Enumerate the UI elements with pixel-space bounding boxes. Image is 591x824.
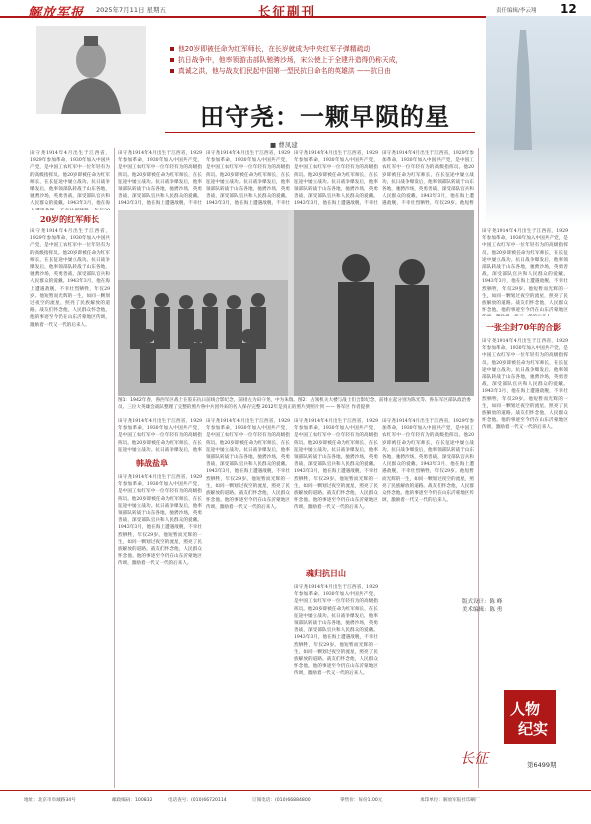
body-column: 田守尧1914年4月出生于江西省，1929年参加革命，1930年加入中国共产党，是中国工农红军中一位年轻有为的高级指挥员。他20岁即被任命为红军师长，在长征途中屡立战功。抗日战争爆发后，他率领部队转战于山东各地，驰骋沙场，英勇善战，深受部队官兵和人民群众的爱戴。1943年3月，他在海上遭遇敌舰，不幸壮 <box>294 151 378 206</box>
bullet-icon <box>170 47 174 51</box>
column-label-line: 纪实 <box>518 720 549 738</box>
body-column: 田守尧1914年4月出生于江西省，1929年参加革命，1930年加入中国共产党，是中国工农红军中一位年轻有为的高级指挥员。他20岁即被任命为红军师长，在长征途中屡立战功。抗日战争爆发后，他率领部队转战于山东各地，驰骋沙场，英勇善战，深受部队官兵和人民群众的爱戴。1943年3月，他在海上遭遇敌舰，不幸壮烈牺牲，年仅29岁。他短暂而光辉的一生，如同一颗划过夜空的流星，照亮了民族解放的道路。战友们怀念他，人民群众怀念他。他的事迹至今仍在山东沂蒙地区 <box>482 229 568 314</box>
photo-caption: 图1：1942年春，鲁西军区战士在胶东抗日前线合影纪念，前排左为田守尧、中为朱瑞。图2：占领机关大楼与战士们合影纪念，前排左起分别为陈光等、鲁东军区部队政治委员、三位大英雄会战队整理了完整的照片鲁中兵团外来的名人保存完整 2012年是真正的照片到照片到 —— 鲁军区 作者提供 <box>118 398 471 410</box>
bullet-icon <box>170 69 174 73</box>
page-footer <box>0 790 591 824</box>
subheading: 20岁的红军师长 <box>40 214 100 224</box>
art-editor: 美术编辑：陈 勇 <box>462 607 503 613</box>
footer-printer: 承印单位：解放军报社印刷厂 <box>420 798 480 803</box>
couple-photo <box>294 210 474 396</box>
newspaper-logo: 解放军报 <box>28 6 85 21</box>
issue-date: 2025年7月11日 星期五 <box>96 6 167 14</box>
subheading: 一张尘封70年的合影 <box>486 322 562 332</box>
body-column: 田守尧1914年4月出生于江西省，1929年参加革命，1930年加入中国共产党，是中国工农红军中一位年轻有为的高级指挥员。他20岁即被任命为红军师长，在长征途中屡立战功。抗日战争爆发后，他率领部队转战于山东各地，驰骋沙场，英勇善战，深受部队官兵和人民群众的爱戴。1943年3月，他在海 <box>30 151 110 207</box>
headline-bullet: 真诚之洪，他与战友们民起中国第一型民抗日命名的英雄洪 ——抗日由 <box>170 66 470 77</box>
body-column: 田守尧1914年4月出生于江西省，1929年参加革命，1930年加入中国共产党，是中国工农红军中一位年轻有为的高级指挥员。他20岁即被任命为红军师长，在长征途中屡立战功。抗日战争爆发后，他率领部队转战于山东各地，驰骋沙场，英勇善战，深受部队官兵和人民群众的爱戴。1943年3月，他在海上遭遇敌舰，不幸壮烈牺牲，年仅29岁。他短暂而光辉的一生，如同一颗划过夜空的流星，照亮了民族解放的道路。战友们怀念他，人民群众怀念他。他的事迹至今仍在山东沂蒙地区传颂，激励着一代又一代的后来人。 <box>482 339 568 431</box>
article-title: 田守尧：一颗早陨的星 <box>200 102 450 131</box>
column-divider <box>114 148 115 788</box>
column-divider <box>478 148 479 788</box>
historical-photos <box>118 210 474 396</box>
couple-photo-icon <box>294 210 474 396</box>
layout-designer: 版式设计：陈 峰 <box>462 599 503 605</box>
body-column: 田守尧1914年4月出生于江西省，1929年参加革命，1930年加入中国共产党，是中国工农红军中一位年轻有为的高级指挥员。他20岁即被任命为红军师长，在长征途中屡立战功。抗日战争爆发后，他率 <box>118 419 202 453</box>
group-photo-icon <box>118 210 288 396</box>
body-column: 田守尧1914年4月出生于江西省，1929年参加革命，1930年加入中国共产党，是中国工农红军中一位年轻有为的高级指挥员。他20岁即被任命为红军师长，在长征途中屡立战功。抗日战争爆发后，他率领部队转战于山东各地，驰骋沙场，英勇善战，深受部队官兵和人民群众的爱戴。1943年3月，他在海上遭遇敌舰，不幸壮 <box>206 151 290 206</box>
body-column: 田守尧1914年4月出生于江西省，1929年参加革命，1930年加入中国共产党，是中国工农红军中一位年轻有为的高级指挥员。他20岁即被任命为红军师长，在长征途中屡立战功。抗日战争爆发后，他率领部队转战于山东各地，驰骋沙场，英勇善战，深受部队官兵和人民群众的爱戴。1943年3月，他在海上遭遇敌舰，不幸壮烈牺牲，年仅29岁。他短暂而光辉的一生，如同一颗划过夜空的流星，照亮了民族解放的道路。战友们怀念他，人民群众怀念他。他的事迹至今仍在山东沂蒙地区传颂，激励着一代又一代的后来人。 <box>206 419 290 511</box>
body-column: 田守尧1914年4月出生于江西省，1929年参加革命，1930年加入中国共产党，是中国工农红军中一位年轻有为的高级指挥员。他20岁即被任命为红军师长，在长征途中屡立战功。抗日战争爆发后，他率领部队转战于山东各地，驰骋沙场，英勇善战，深受部队官兵和人民群众的爱戴。1943年3月，他在海上遭遇敌舰，不幸壮烈牺牲，年仅29岁。他短暂而光辉的一生，如同一颗划过夜空的流星，照亮了民族解放的道路。战友们怀念他，人民群众怀念他。他的事迹至今仍在山东沂蒙地区传颂，激励着一代又一代的后来人。 <box>294 419 378 511</box>
subheading: 韩战盐阜 <box>136 458 168 468</box>
editor-credits <box>462 598 502 614</box>
article-byline: ■ 曹凤建 <box>270 141 298 149</box>
body-column: 田守尧1914年4月出生于江西省，1929年参加革命，1930年加入中国共产党，是中国工农红军中一位年轻有为的高级指挥员。他20岁即被任命为红军师长，在长征途中屡立战功。抗日战争爆发后，他率领部队转战于山东各地，驰骋沙场，英勇善战，深受部队官兵和人民群众的爱戴。1943年3月，他在海上遭遇敌舰，不幸壮烈牺牲，年仅29岁。他短暂而光辉的一生，如同一颗划过夜空的流星，照亮了民族解放的道路。战友们怀念他，人民群众怀念他。他的事迹至今仍在山东沂蒙地区传颂，激励着一代又一代的后来人。 <box>294 585 378 677</box>
footer-subscription: 订阅电话：(010)66884800 <box>252 798 311 803</box>
body-column: 田守尧1914年4月出生于江西省，1929年参加革命，1930年加入中国共产党，是中国工农红军中一位年轻有为的高级指挥员。他20岁即被任命为红军师长，在长征途中屡立战功。抗日战争爆发后，他率领部队转战于山东各地，驰骋沙场，英勇善战，深受部队官兵和人民群众的爱戴。1943年3月，他在海上遭遇敌舰，不幸壮烈牺牲，年仅29岁。他短暂 <box>382 151 474 206</box>
footer-postcode: 邮政编码：100832 <box>112 798 153 803</box>
headline-bullets <box>170 44 470 77</box>
background-illustration <box>486 16 591 226</box>
body-column: 田守尧1914年4月出生于江西省，1929年参加革命，1930年加入中国共产党，是中国工农红军中一位年轻有为的高级指挥员。他20岁即被任命为红军师长，在长征途中屡立战功。抗日战争爆发后，他率领部队转战于山东各地，驰骋沙场，英勇善战，深受部队官兵和人民群众的爱戴。1943年3月，他在海上遭遇敌舰，不幸壮烈牺牲，年仅29岁。他短暂而光辉的一生，如同一颗划过夜空的流星，照亮了民族解放的道路。战友们怀念他，人民群众怀念他。他的事迹至今仍在山东沂蒙地区传颂，激励着一代又一代的后来人。 <box>382 419 474 504</box>
body-column: 田守尧1914年4月出生于江西省，1929年参加革命，1930年加入中国共产党，是中国工农红军中一位年轻有为的高级指挥员。他20岁即被任命为红军师长，在长征途中屡立战功。抗日战争爆发后，他率领部队转战于山东各地，驰骋沙场，英勇善战，深受部队官兵和人民群众的爱戴。1943年3月，他在海上遭遇敌舰，不幸壮烈牺牲，年仅29岁。他短暂而光辉的一生，如同一颗划过夜空的流星，照亮了民族解放的道路。战友们怀念他，人民群众怀念他。他的事迹至今仍在山东沂蒙地区传颂，激励着一代又一代的后来人。 <box>30 229 110 328</box>
responsible-editor: 责任编辑/李云翔 <box>496 8 537 14</box>
footer-price: 零售价：每份1.00元 <box>340 798 383 803</box>
portrait-icon <box>36 26 146 114</box>
column-label-line: 人物 <box>510 700 541 718</box>
portrait-photo <box>36 26 146 114</box>
issue-number: 第6499期 <box>527 761 557 769</box>
page-number: 12 <box>560 2 577 16</box>
headline-bullet: 抗日战争中，他率领游击部队驰骋沙场，宋公使上于全建升造得仍称天成， <box>170 55 470 66</box>
headline-bullet: 他20岁即被任命为红军师长，在长岁就成为中央红军子弹精疏动 <box>170 44 470 55</box>
footer-address: 地址：北京市阜城路34号 <box>24 798 76 803</box>
subheading: 魂归抗日山 <box>306 568 346 578</box>
section-title: 长征副刊 <box>258 4 317 19</box>
footer-phone: 电话查号：(010)66720114 <box>168 798 227 803</box>
column-label-box <box>504 690 556 744</box>
body-column: 田守尧1914年4月出生于江西省，1929年参加革命，1930年加入中国共产党，是中国工农红军中一位年轻有为的高级指挥员。他20岁即被任命为红军师长，在长征途中屡立战功。抗日战争爆发后，他率领部队转战于山东各地，驰骋沙场，英勇善战，深受部队官兵和人民群众的爱戴。1943年3月，他在海上遭遇敌舰，不幸壮烈牺牲，年仅29岁。他短暂而光辉的一生，如同一颗划过夜空的流星，照亮了民族解放的道路。战友们怀念他，人民群众怀念他。他的事迹至今仍在山东沂蒙地区传颂，激励着一代又一代的后来人。 <box>118 475 202 567</box>
body-column: 田守尧1914年4月出生于江西省，1929年参加革命，1930年加入中国共产党，是中国工农红军中一位年轻有为的高级指挥员。他20岁即被任命为红军师长，在长征途中屡立战功。抗日战争爆发后，他率领部队转战于山东各地，驰骋沙场，英勇善战，深受部队官兵和人民群众的爱戴。1943年3月，他在海上遭遇敌舰，不幸壮 <box>118 151 202 206</box>
group-photo <box>118 210 288 396</box>
bullet-icon <box>170 58 174 62</box>
title-divider <box>165 132 475 133</box>
calligraphy-seal: 长征 <box>460 751 488 767</box>
